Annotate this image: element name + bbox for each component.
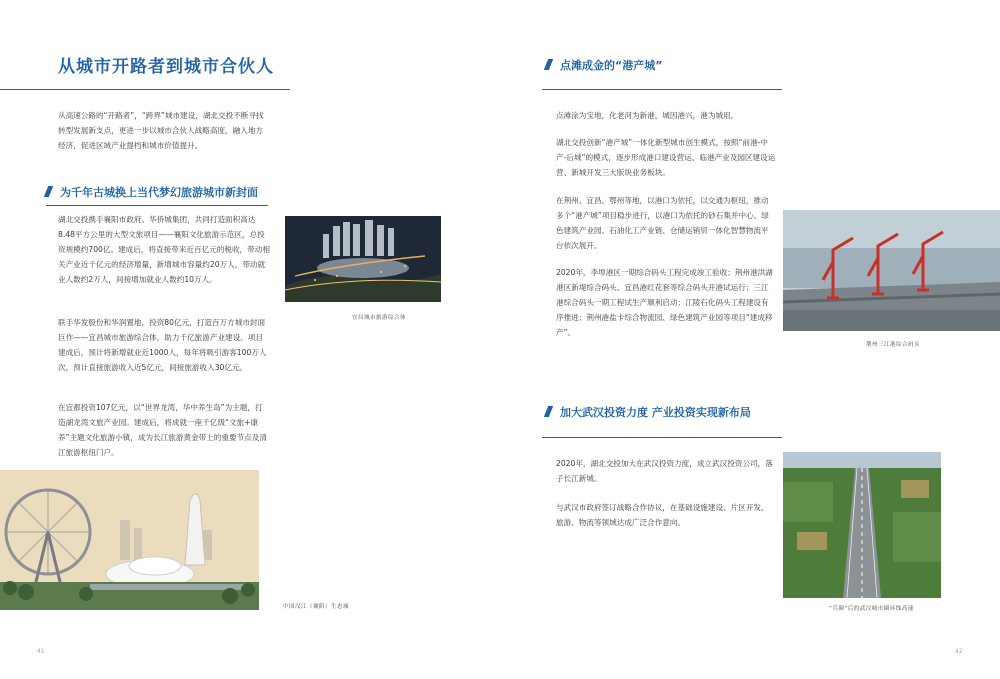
paragraph-xiangyang: 湖北交投携手襄阳市政府、华侨城集团，共同打造面积高达8.48平方公里的大型文旅项目——襄阳文化旅游示范区，总投资规模约700亿。建成后，将直接带来近百亿元的税收，带动相关产业近千亿元的经济增量，新增城市容量约20万人，带动就业人数约2万人，间接增加就业人数约10万人。	[58, 215, 270, 284]
paragraph-port-locations: 在荆州、宜昌、鄂州等地，以港口为依托，以交通为枢纽，推动多个“港产城”项目稳步进行，以港口为依托的砂石集并中心、绿色建筑产业园、石油化工产业链、仓储运销贸一体化智慧物流平台依次展开。	[556, 196, 769, 250]
page-number-left: 41	[37, 648, 45, 655]
photo-eco-city	[0, 470, 259, 610]
photo-port-dock	[783, 210, 1000, 331]
page-title: 从城市开路者到城市合伙人	[58, 57, 274, 77]
section-heading-text: 加大武汉投资力度 产业投资实现新布局	[560, 406, 751, 419]
slash-marker-icon	[544, 406, 553, 417]
title-divider	[0, 89, 290, 90]
eco-city-illustration	[0, 470, 259, 610]
slash-marker-icon	[44, 186, 53, 197]
paragraph-wuhan-company: 2020年，湖北交投加大在武汉投资力度，成立武汉投资公司，落子长江新城。	[556, 459, 773, 483]
caption-port-dock: 荆州三江港综合码头	[866, 342, 921, 348]
section-heading-wuhan	[546, 404, 751, 420]
section-heading-port-city	[546, 57, 662, 73]
section-heading-text: 点滩成金的“港产城”	[560, 59, 663, 72]
section-divider	[542, 437, 782, 438]
section-heading-text: 为千年古城换上当代梦幻旅游城市新封面	[60, 186, 258, 199]
photo-city-complex	[285, 216, 441, 302]
paragraph-yidu: 在宜都投资107亿元，以“世界龙湾，华中养生岛”为主题，打造湖龙湾文旅产业园。建成后，将成就一座千亿级“文旅+康养”主题文化旅游小镇，成为长江旅游黄金带上的重要节点及清江旅游枢纽门户。	[58, 403, 267, 457]
paragraph-port-model: 湖北交投创新“港产城”一体化新型城市创生模式，按照“前港-中产-后城”的模式，逐步形成港口建设营运、临港产业及园区建设运营、新城开发三大版块业务板块。	[556, 138, 776, 177]
intro-paragraph: 从高速公路的“开路者”，“跨界”城市建设，湖北交投不断寻找转型发展新支点，更进一步以城市合伙人战略高度，融入地方经济，促进区域产业提档和城市价值提升。	[58, 111, 264, 150]
caption-ring-expressway: “兵圈”后的武汉城市圈环线高速	[829, 606, 914, 612]
page-number-right: 42	[955, 648, 963, 655]
section-heading-tourism	[46, 184, 258, 200]
photo-ring-expressway	[783, 452, 941, 598]
paragraph-yichang: 联手华发股份和华润置地，投资80亿元，打造百万方城市封面巨作——宜昌城市旅游综合体，助力千亿旅游产业建设。项目建成后，预计将新增就业近1000人，每年将吸引游客100万人次，预计直接旅游收入近5亿元，间接旅游收入30亿元。	[58, 318, 267, 372]
slash-marker-icon	[544, 59, 553, 70]
section-divider	[542, 89, 782, 90]
expressway-illustration	[783, 452, 941, 598]
section-divider	[46, 205, 268, 206]
paragraph-port-slogan: 点滩涂为宝地，化老河为新港，城因港兴，港为城用。	[556, 111, 739, 120]
port-dock-illustration	[783, 210, 1000, 331]
caption-city-complex: 宜昌城市旅游综合体	[352, 315, 407, 321]
paragraph-wuhan-agreement: 与武汉市政府签订战略合作协议，在基础设施建设、片区开发、旅游、物流等领域达成广泛合作意向。	[556, 503, 769, 527]
city-complex-illustration	[285, 216, 441, 302]
paragraph-port-2020: 2020年，李埠港区一期综合码头工程完成竣工验收；荆州港洪湖港区新堤综合码头、宜昌港红花套等综合码头开港试运行；三江港综合码头一期工程试生产顺利启动；江陵石化码头工程建设有序推进；荆州港盐卡综合物流园、绿色建筑产业园等项目“建成移产”。	[556, 268, 773, 337]
caption-eco-city: 中国汉江（襄阳）生态城	[283, 604, 350, 610]
